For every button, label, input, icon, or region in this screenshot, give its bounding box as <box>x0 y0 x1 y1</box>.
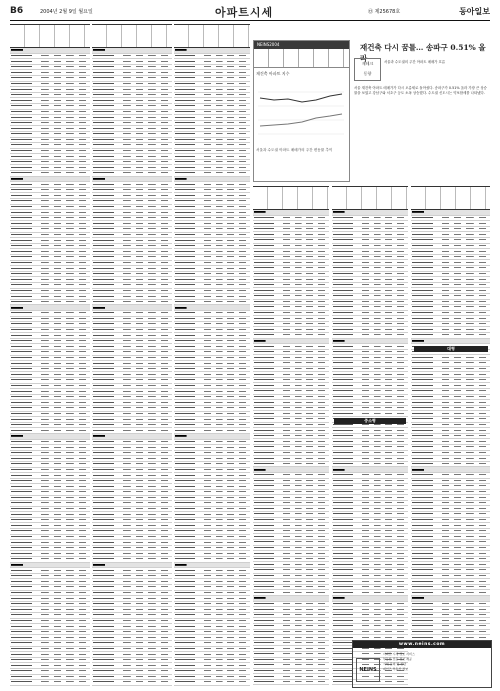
ad-lines <box>383 652 488 672</box>
badge-top: 재테크 <box>361 61 374 66</box>
table-row <box>92 685 172 686</box>
market-article <box>352 40 490 180</box>
table-row <box>253 685 329 686</box>
graph-caption: 서울과 수도권 아파트 매매가의 주간 변동률 추이 <box>256 148 333 152</box>
index-summary-table <box>254 49 349 68</box>
index-line-1 <box>260 94 342 102</box>
article-headline: 재건축 다시 꿈틀… 송파구 0.51% 올라 <box>360 43 486 63</box>
ad-line: 네인즈 부동산 정보 <box>383 667 409 671</box>
graph-title: 재건축 아파트 지수 <box>256 71 290 76</box>
table-row <box>411 635 490 638</box>
section-label-mid: 중소형 <box>334 418 406 424</box>
section-title: 아파트시세 <box>215 6 274 19</box>
neins-advertisement <box>352 640 492 688</box>
index-line-graph <box>254 78 347 142</box>
price-table-column-4 <box>253 186 329 686</box>
page-number: B6 <box>10 6 24 16</box>
ad-line: 시세 문의 및 상담 <box>383 662 407 666</box>
table-row <box>174 685 250 686</box>
ad-brand-logo: NEINS <box>356 658 380 682</box>
price-table-column-3 <box>174 24 250 686</box>
section-label-large: 대형 <box>414 346 488 352</box>
graph-gridlines <box>258 92 344 134</box>
price-table-column-2 <box>92 24 172 686</box>
price-table-column-5 <box>332 186 408 686</box>
market-box-heading: NEINS2004 <box>254 41 349 49</box>
ad-url: www.neins.com <box>353 641 491 648</box>
price-table-column-1 <box>10 24 90 686</box>
ad-line: 아파트 시세 정보 서비스 <box>383 652 415 656</box>
page-header <box>10 4 490 21</box>
ad-line: 부동산 전문 정보 제공 <box>383 657 412 661</box>
price-table-column-6 <box>411 186 490 638</box>
article-badge <box>354 58 381 81</box>
article-lead: 서울과 수도권의 주간 아파트 매매가 흐름 <box>384 60 446 64</box>
newspaper-logo: 동아일보 <box>459 7 490 16</box>
issue-date: 2004년 2월 9일 월요일 <box>40 9 93 15</box>
table-row <box>10 685 90 686</box>
issue-number: ㉥ 제25678호 <box>368 9 401 15</box>
article-body: 서울 재건축 아파트 매매가가 다시 오름세로 돌아섰다. 송파구가 0.51% 올라 가장 큰 상승률을 보였고 강남구와 서초구 등도 소폭 상승했다. 수도권 신도시는 약보합세를 나타냈다. <box>354 86 487 95</box>
market-index-box <box>253 40 350 182</box>
badge-bottom: 동향 <box>363 71 372 76</box>
